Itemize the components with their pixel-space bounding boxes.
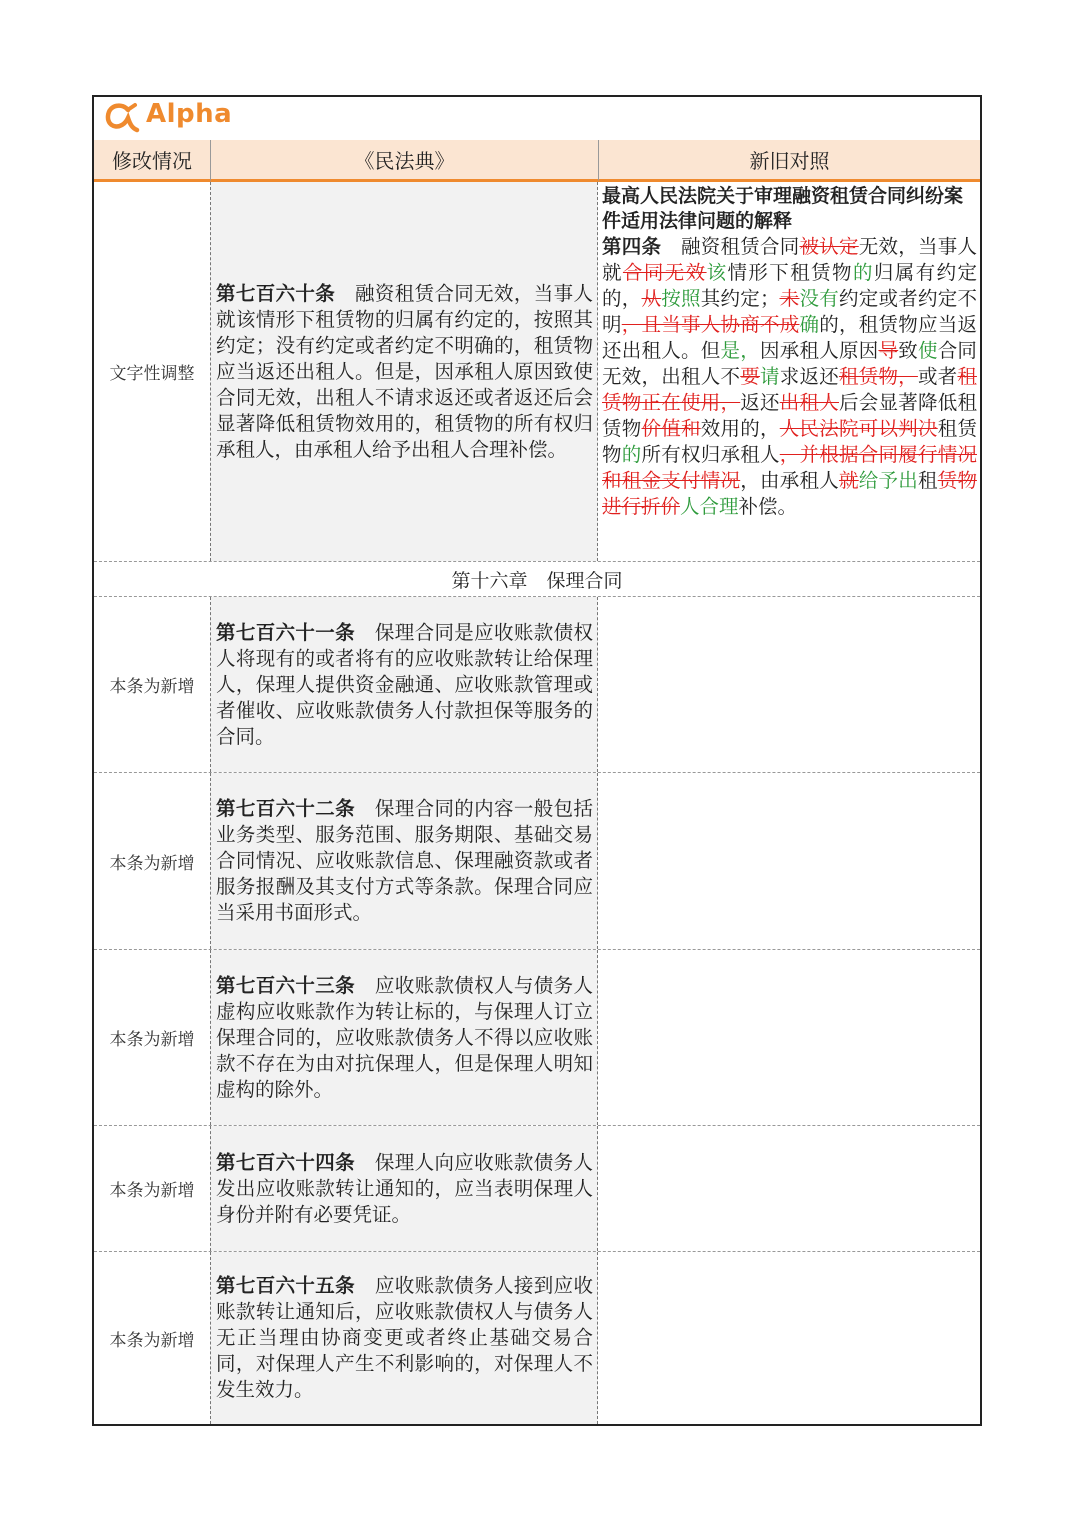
civil-code-cell	[210, 182, 598, 561]
compare-text	[602, 234, 977, 520]
unchanged-text: 或者	[917, 365, 958, 388]
compare-title: 最高人民法院关于审理融资租赁合同纠纷案件适用法律问题的解释	[602, 185, 964, 232]
article-number: 第七百六十条	[216, 281, 336, 305]
brand-name: Alpha	[146, 99, 233, 129]
deleted-text: 赁物进行折价	[602, 469, 977, 518]
article-text: 应收账款债务人接到应收账款转让通知后，应收账款债权人与债务人无正当理由协商变更或者终止基础交易合同，对保理人产生不利影响的，对保理人不发生效力。	[216, 1274, 593, 1401]
inserted-text: 人合理	[680, 495, 739, 518]
article-number: 第七百六十三条	[216, 973, 356, 997]
compare-article-number: 第四条	[602, 235, 662, 258]
unchanged-text: 归属有约定的，	[602, 261, 977, 310]
table-row	[94, 182, 980, 562]
unchanged-text: 因承租人原因	[759, 339, 879, 362]
deleted-text: 租赁物正在使用，	[602, 365, 977, 414]
inserted-text: 是，	[720, 339, 760, 362]
unchanged-text: 效用的，	[700, 417, 780, 440]
comparison-table	[92, 95, 982, 1426]
unchanged-text: 的，租赁物应当返还出租人。但	[602, 313, 977, 362]
deleted-text: 价值和	[641, 417, 701, 440]
article-text: 保理合同的内容一般包括业务类型、服务范围、服务期限、基础交易合同情况、应收账款信息、保理融资款或者服务报酬及其支付方式等条款。保理合同应当采用书面形式。	[216, 797, 593, 924]
header-status: 修改情况	[94, 140, 210, 182]
unchanged-text: ，由承租人	[740, 469, 839, 492]
unchanged-text: 所有权归承租人	[641, 443, 780, 466]
civil-code-cell	[210, 773, 598, 949]
table-row	[94, 773, 980, 950]
civil-code-cell	[210, 1252, 598, 1424]
status-cell: 本条为新增	[109, 677, 195, 697]
unchanged-text: 返还	[740, 391, 780, 414]
compare-cell	[598, 1126, 980, 1251]
deleted-text: 被认定	[799, 235, 859, 258]
deleted-text: 合同无效	[622, 261, 707, 284]
deleted-text: 就	[838, 469, 859, 492]
status-cell: 本条为新增	[109, 1030, 195, 1050]
unchanged-text: 合同无效，出租人不	[602, 339, 977, 388]
header-civil-code: 《民法典》	[210, 140, 598, 182]
article-text: 保理人向应收账款债务人发出应收账款转让通知的，应当表明保理人身份并附有必要凭证。	[216, 1150, 593, 1226]
brand-header	[94, 97, 980, 141]
article-text: 保理合同是应收账款债权人将现有的或者将有的应收账款转让给保理人，保理人提供资金融通、应收账款管理或者催收、应收账款债务人付款担保等服务的合同。	[216, 620, 593, 748]
inserted-text: 按照	[661, 287, 701, 310]
unchanged-text: 其约定；	[700, 287, 780, 310]
unchanged-text: 后会显著降低租赁物	[602, 391, 977, 440]
deleted-text: ，并根据合同履行情况和租金支付情况	[602, 443, 977, 492]
header-compare: 新旧对照	[598, 140, 980, 182]
unchanged-text: 补偿。	[738, 495, 798, 518]
article-text: 融资租赁合同无效，当事人就该情形下租赁物的归属有约定的，按照其约定；没有约定或者约定不明确的，租赁物应当返还出租人。但是，因承租人原因致使合同无效，出租人不请求返还或者返还后会显著降低租赁物效用的，租赁物的所有权归承租人，由承租人给予出租人合理补偿。	[216, 281, 593, 461]
status-cell: 本条为新增	[109, 853, 195, 874]
table-row	[94, 950, 980, 1126]
status-cell: 文字性调整	[109, 364, 195, 384]
table-row	[94, 1126, 980, 1252]
deleted-text: ，且当事人协商不成	[621, 313, 800, 336]
deleted-text: 导	[878, 339, 899, 362]
inserted-text: 给予出	[858, 469, 918, 492]
civil-code-cell	[210, 1126, 598, 1251]
unchanged-text: 租	[917, 469, 938, 492]
unchanged-text: 融资租赁合同	[661, 235, 800, 258]
civil-code-cell	[210, 950, 598, 1125]
inserted-text: 的	[852, 261, 874, 284]
unchanged-text: 求返还	[779, 365, 839, 388]
inserted-text: 使	[917, 339, 938, 362]
deleted-text: 从	[641, 287, 662, 310]
status-cell: 本条为新增	[109, 1181, 195, 1201]
deleted-text: 人民法院可以判决	[779, 417, 938, 440]
inserted-text: 该	[706, 261, 728, 284]
compare-cell	[598, 182, 980, 561]
unchanged-text: 无效，当事人就	[602, 235, 977, 284]
inserted-text: 确	[799, 313, 820, 336]
compare-cell	[598, 950, 980, 1125]
article-number: 第七百六十五条	[216, 1274, 356, 1297]
table-row	[94, 1252, 980, 1424]
inserted-text: 没有	[799, 287, 839, 310]
compare-cell	[598, 1252, 980, 1424]
inserted-text: 的	[621, 443, 642, 466]
alpha-icon	[101, 101, 141, 135]
article-number: 第七百六十四条	[216, 1150, 356, 1174]
compare-cell	[598, 597, 980, 772]
deleted-text: 租赁物，	[838, 365, 918, 388]
deleted-text: 出租人	[779, 391, 839, 414]
inserted-text: 请	[759, 365, 780, 388]
table-row	[94, 597, 980, 773]
deleted-text: 要	[740, 365, 760, 388]
status-cell: 本条为新增	[109, 1330, 195, 1351]
article-text: 应收账款债权人与债务人虚构应收账款作为转让标的，与保理人订立保理合同的，应收账款债务人不得以应收账款不存在为由对抗保理人，但是保理人明知虚构的除外。	[216, 973, 593, 1101]
civil-code-cell	[210, 597, 598, 772]
deleted-text: 未	[779, 287, 800, 310]
article-number: 第七百六十一条	[216, 620, 356, 644]
unchanged-text: 租赁物	[602, 417, 977, 466]
unchanged-text: 致	[898, 339, 918, 362]
unchanged-text: 约定或者约定不明	[602, 287, 977, 336]
unchanged-text: 情形下租赁物	[727, 261, 853, 284]
chapter-heading: 第十六章 保理合同	[94, 562, 980, 597]
article-number: 第七百六十二条	[216, 797, 356, 820]
compare-cell	[598, 773, 980, 949]
